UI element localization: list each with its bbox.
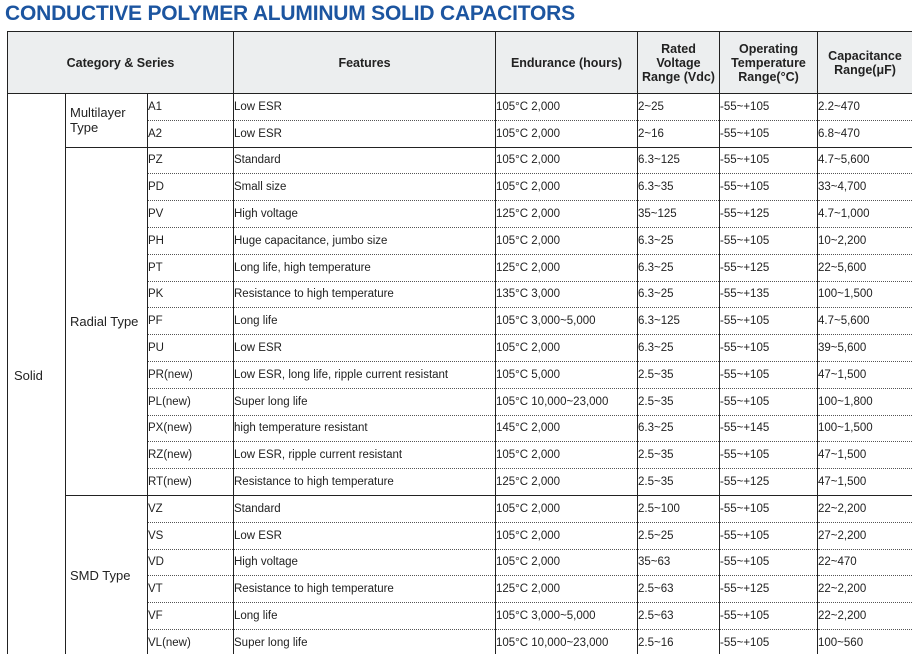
temperature-cell: -55~+105 (720, 227, 818, 254)
capacitance-cell: 33~4,700 (818, 174, 912, 201)
endurance-cell: 105°C 2,000 (496, 94, 638, 121)
header-features: Features (234, 32, 496, 94)
endurance-cell: 125°C 2,000 (496, 254, 638, 281)
temperature-cell: -55~+105 (720, 147, 818, 174)
endurance-cell: 105°C 2,000 (496, 335, 638, 362)
capacitance-cell: 100~1,800 (818, 388, 912, 415)
voltage-cell: 2.5~35 (638, 469, 720, 496)
series-cell: RZ(new) (148, 442, 234, 469)
capacitance-cell: 47~1,500 (818, 469, 912, 496)
feature-cell: Resistance to high temperature (234, 281, 496, 308)
series-cell: A1 (148, 94, 234, 121)
temperature-cell: -55~+105 (720, 495, 818, 522)
temperature-cell: -55~+105 (720, 442, 818, 469)
series-cell: PR(new) (148, 361, 234, 388)
series-cell: RT(new) (148, 469, 234, 496)
temperature-cell: -55~+105 (720, 120, 818, 147)
endurance-cell: 105°C 2,000 (496, 147, 638, 174)
endurance-cell: 105°C 2,000 (496, 522, 638, 549)
voltage-cell: 2.5~35 (638, 442, 720, 469)
series-cell: PL(new) (148, 388, 234, 415)
series-cell: PD (148, 174, 234, 201)
capacitance-cell: 22~2,200 (818, 576, 912, 603)
series-cell: VZ (148, 495, 234, 522)
series-cell: PV (148, 201, 234, 228)
temperature-cell: -55~+105 (720, 603, 818, 630)
voltage-cell: 2.5~35 (638, 361, 720, 388)
table-row (8, 94, 912, 121)
temperature-cell: -55~+105 (720, 629, 818, 654)
voltage-cell: 35~125 (638, 201, 720, 228)
capacitance-cell: 4.7~5,600 (818, 147, 912, 174)
series-cell: PT (148, 254, 234, 281)
type-smd: SMD Type (66, 495, 148, 654)
capacitance-cell: 47~1,500 (818, 442, 912, 469)
feature-cell: Low ESR (234, 120, 496, 147)
capacitance-cell: 100~1,500 (818, 415, 912, 442)
feature-cell: Huge capacitance, jumbo size (234, 227, 496, 254)
temperature-cell: -55~+105 (720, 94, 818, 121)
voltage-cell: 6.3~25 (638, 415, 720, 442)
voltage-cell: 35~63 (638, 549, 720, 576)
endurance-cell: 105°C 2,000 (496, 495, 638, 522)
series-cell: PX(new) (148, 415, 234, 442)
capacitance-cell: 100~560 (818, 629, 912, 654)
endurance-cell: 125°C 2,000 (496, 576, 638, 603)
category-solid: Solid (8, 94, 66, 654)
series-cell: VL(new) (148, 629, 234, 654)
capacitance-cell: 2.2~470 (818, 94, 912, 121)
temperature-cell: -55~+105 (720, 522, 818, 549)
voltage-cell: 2.5~35 (638, 388, 720, 415)
feature-cell: Low ESR (234, 522, 496, 549)
series-cell: VT (148, 576, 234, 603)
voltage-cell: 6.3~125 (638, 308, 720, 335)
endurance-cell: 105°C 2,000 (496, 549, 638, 576)
feature-cell: Resistance to high temperature (234, 576, 496, 603)
feature-cell: Resistance to high temperature (234, 469, 496, 496)
voltage-cell: 2.5~16 (638, 629, 720, 654)
feature-cell: Low ESR, long life, ripple current resistant (234, 361, 496, 388)
feature-cell: Long life (234, 308, 496, 335)
header-category: Category & Series (8, 32, 234, 94)
capacitance-cell: 47~1,500 (818, 361, 912, 388)
temperature-cell: -55~+135 (720, 281, 818, 308)
feature-cell: High voltage (234, 549, 496, 576)
feature-cell: Super long life (234, 388, 496, 415)
temperature-cell: -55~+125 (720, 469, 818, 496)
endurance-cell: 135°C 3,000 (496, 281, 638, 308)
voltage-cell: 2~16 (638, 120, 720, 147)
feature-cell: Long life (234, 603, 496, 630)
temperature-cell: -55~+105 (720, 335, 818, 362)
voltage-cell: 6.3~25 (638, 227, 720, 254)
feature-cell: Super long life (234, 629, 496, 654)
series-cell: PH (148, 227, 234, 254)
temperature-cell: -55~+105 (720, 549, 818, 576)
endurance-cell: 105°C 2,000 (496, 227, 638, 254)
table-row (8, 495, 912, 522)
endurance-cell: 105°C 2,000 (496, 120, 638, 147)
page-title: CONDUCTIVE POLYMER ALUMINUM SOLID CAPACITORS (5, 2, 575, 25)
header-capacitance: Capacitance Range(μF) (818, 32, 912, 94)
voltage-cell: 6.3~125 (638, 147, 720, 174)
header-voltage: Rated Voltage Range (Vdc) (638, 32, 720, 94)
series-cell: PZ (148, 147, 234, 174)
feature-cell: High voltage (234, 201, 496, 228)
feature-cell: Long life, high temperature (234, 254, 496, 281)
feature-cell: Small size (234, 174, 496, 201)
series-cell: VF (148, 603, 234, 630)
temperature-cell: -55~+125 (720, 201, 818, 228)
series-cell: PK (148, 281, 234, 308)
endurance-cell: 105°C 3,000~5,000 (496, 308, 638, 335)
temperature-cell: -55~+105 (720, 388, 818, 415)
capacitance-cell: 100~1,500 (818, 281, 912, 308)
series-cell: PU (148, 335, 234, 362)
voltage-cell: 2~25 (638, 94, 720, 121)
voltage-cell: 2.5~25 (638, 522, 720, 549)
capacitor-spec-table (7, 31, 912, 654)
series-cell: A2 (148, 120, 234, 147)
voltage-cell: 6.3~25 (638, 281, 720, 308)
feature-cell: Standard (234, 147, 496, 174)
series-cell: VS (148, 522, 234, 549)
series-cell: VD (148, 549, 234, 576)
type-radial: Radial Type (66, 147, 148, 495)
capacitance-cell: 4.7~5,600 (818, 308, 912, 335)
endurance-cell: 105°C 2,000 (496, 174, 638, 201)
voltage-cell: 2.5~63 (638, 603, 720, 630)
temperature-cell: -55~+105 (720, 361, 818, 388)
endurance-cell: 125°C 2,000 (496, 469, 638, 496)
temperature-cell: -55~+105 (720, 174, 818, 201)
voltage-cell: 2.5~63 (638, 576, 720, 603)
endurance-cell: 105°C 10,000~23,000 (496, 388, 638, 415)
capacitance-cell: 39~5,600 (818, 335, 912, 362)
feature-cell: Low ESR (234, 94, 496, 121)
type-multilayer: Multilayer Type (66, 94, 148, 148)
temperature-cell: -55~+145 (720, 415, 818, 442)
header-temperature: Operating Temperature Range(°C) (720, 32, 818, 94)
capacitance-cell: 10~2,200 (818, 227, 912, 254)
endurance-cell: 105°C 2,000 (496, 442, 638, 469)
endurance-cell: 145°C 2,000 (496, 415, 638, 442)
feature-cell: Low ESR (234, 335, 496, 362)
feature-cell: Low ESR, ripple current resistant (234, 442, 496, 469)
capacitance-cell: 6.8~470 (818, 120, 912, 147)
feature-cell: Standard (234, 495, 496, 522)
header-endurance: Endurance (hours) (496, 32, 638, 94)
capacitance-cell: 22~5,600 (818, 254, 912, 281)
capacitance-cell: 22~470 (818, 549, 912, 576)
voltage-cell: 6.3~35 (638, 174, 720, 201)
temperature-cell: -55~+125 (720, 254, 818, 281)
capacitance-cell: 22~2,200 (818, 603, 912, 630)
endurance-cell: 125°C 2,000 (496, 201, 638, 228)
voltage-cell: 6.3~25 (638, 254, 720, 281)
series-cell: PF (148, 308, 234, 335)
voltage-cell: 2.5~100 (638, 495, 720, 522)
temperature-cell: -55~+105 (720, 308, 818, 335)
endurance-cell: 105°C 5,000 (496, 361, 638, 388)
temperature-cell: -55~+125 (720, 576, 818, 603)
capacitance-cell: 4.7~1,000 (818, 201, 912, 228)
table-row (8, 147, 912, 174)
endurance-cell: 105°C 3,000~5,000 (496, 603, 638, 630)
header-row (8, 32, 912, 94)
capacitance-cell: 22~2,200 (818, 495, 912, 522)
endurance-cell: 105°C 10,000~23,000 (496, 629, 638, 654)
voltage-cell: 6.3~25 (638, 335, 720, 362)
capacitance-cell: 27~2,200 (818, 522, 912, 549)
feature-cell: high temperature resistant (234, 415, 496, 442)
